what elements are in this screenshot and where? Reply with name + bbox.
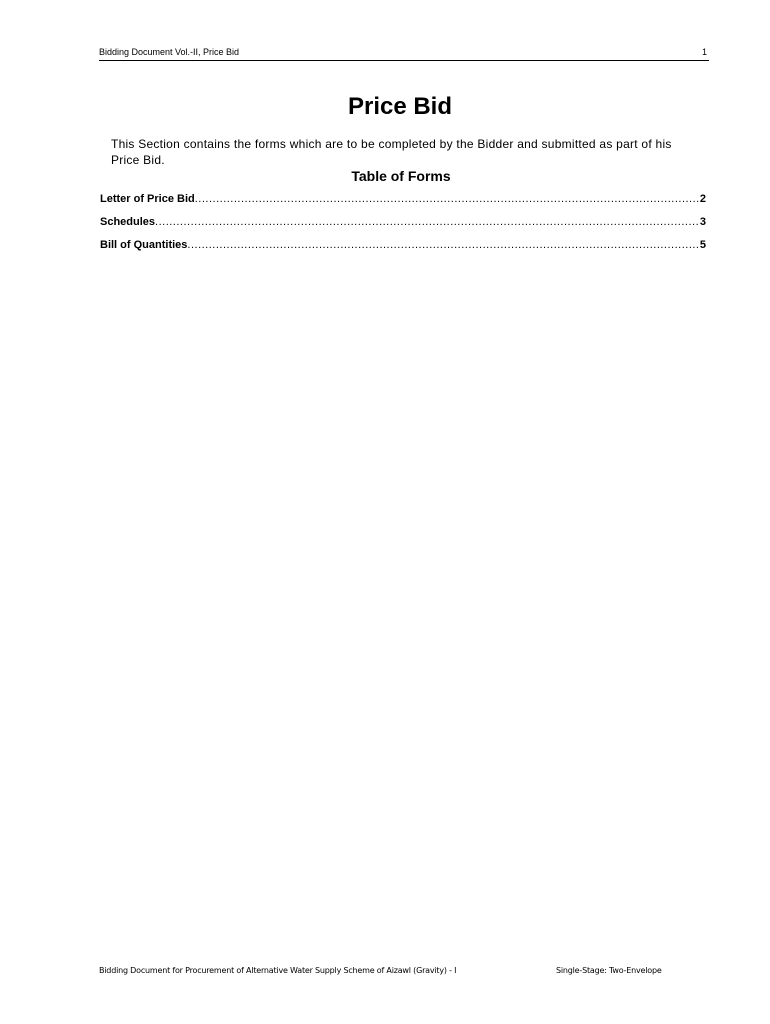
footer-procedure: Single-Stage: Two-Envelope bbox=[556, 966, 662, 975]
toc-entry-label: Bill of Quantities bbox=[100, 239, 188, 251]
toc-entry-page: 3 bbox=[699, 216, 706, 228]
toc-entry-page: 5 bbox=[699, 239, 706, 251]
toc-dot-leader bbox=[155, 215, 699, 230]
toc-title: Table of Forms bbox=[351, 168, 451, 184]
toc-dot-leader bbox=[187, 238, 698, 253]
toc-entry-schedules[interactable] bbox=[100, 215, 706, 238]
header-page-number: 1 bbox=[701, 47, 707, 57]
toc-dot-leader bbox=[195, 192, 699, 207]
header-title: Bidding Document Vol.-II, Price Bid bbox=[99, 47, 240, 57]
toc-entry-label: Letter of Price Bid bbox=[100, 193, 195, 205]
page-header bbox=[99, 46, 709, 61]
toc-entry-page: 2 bbox=[699, 193, 706, 205]
intro-paragraph: This Section contains the forms which are to be completed by the Bidder and submitted as part of his Price Bid. bbox=[111, 137, 672, 167]
toc-entry-bill-of-quantities[interactable] bbox=[100, 238, 706, 261]
toc-entry-label: Schedules bbox=[100, 216, 156, 228]
footer-document-title: Bidding Document for Procurement of Alternative Water Supply Scheme of Aizawl (Gravity) - I bbox=[99, 966, 457, 975]
toc-entry-letter-of-price-bid[interactable] bbox=[100, 192, 706, 215]
page-title: Price Bid bbox=[347, 93, 453, 120]
table-of-forms bbox=[100, 192, 706, 261]
